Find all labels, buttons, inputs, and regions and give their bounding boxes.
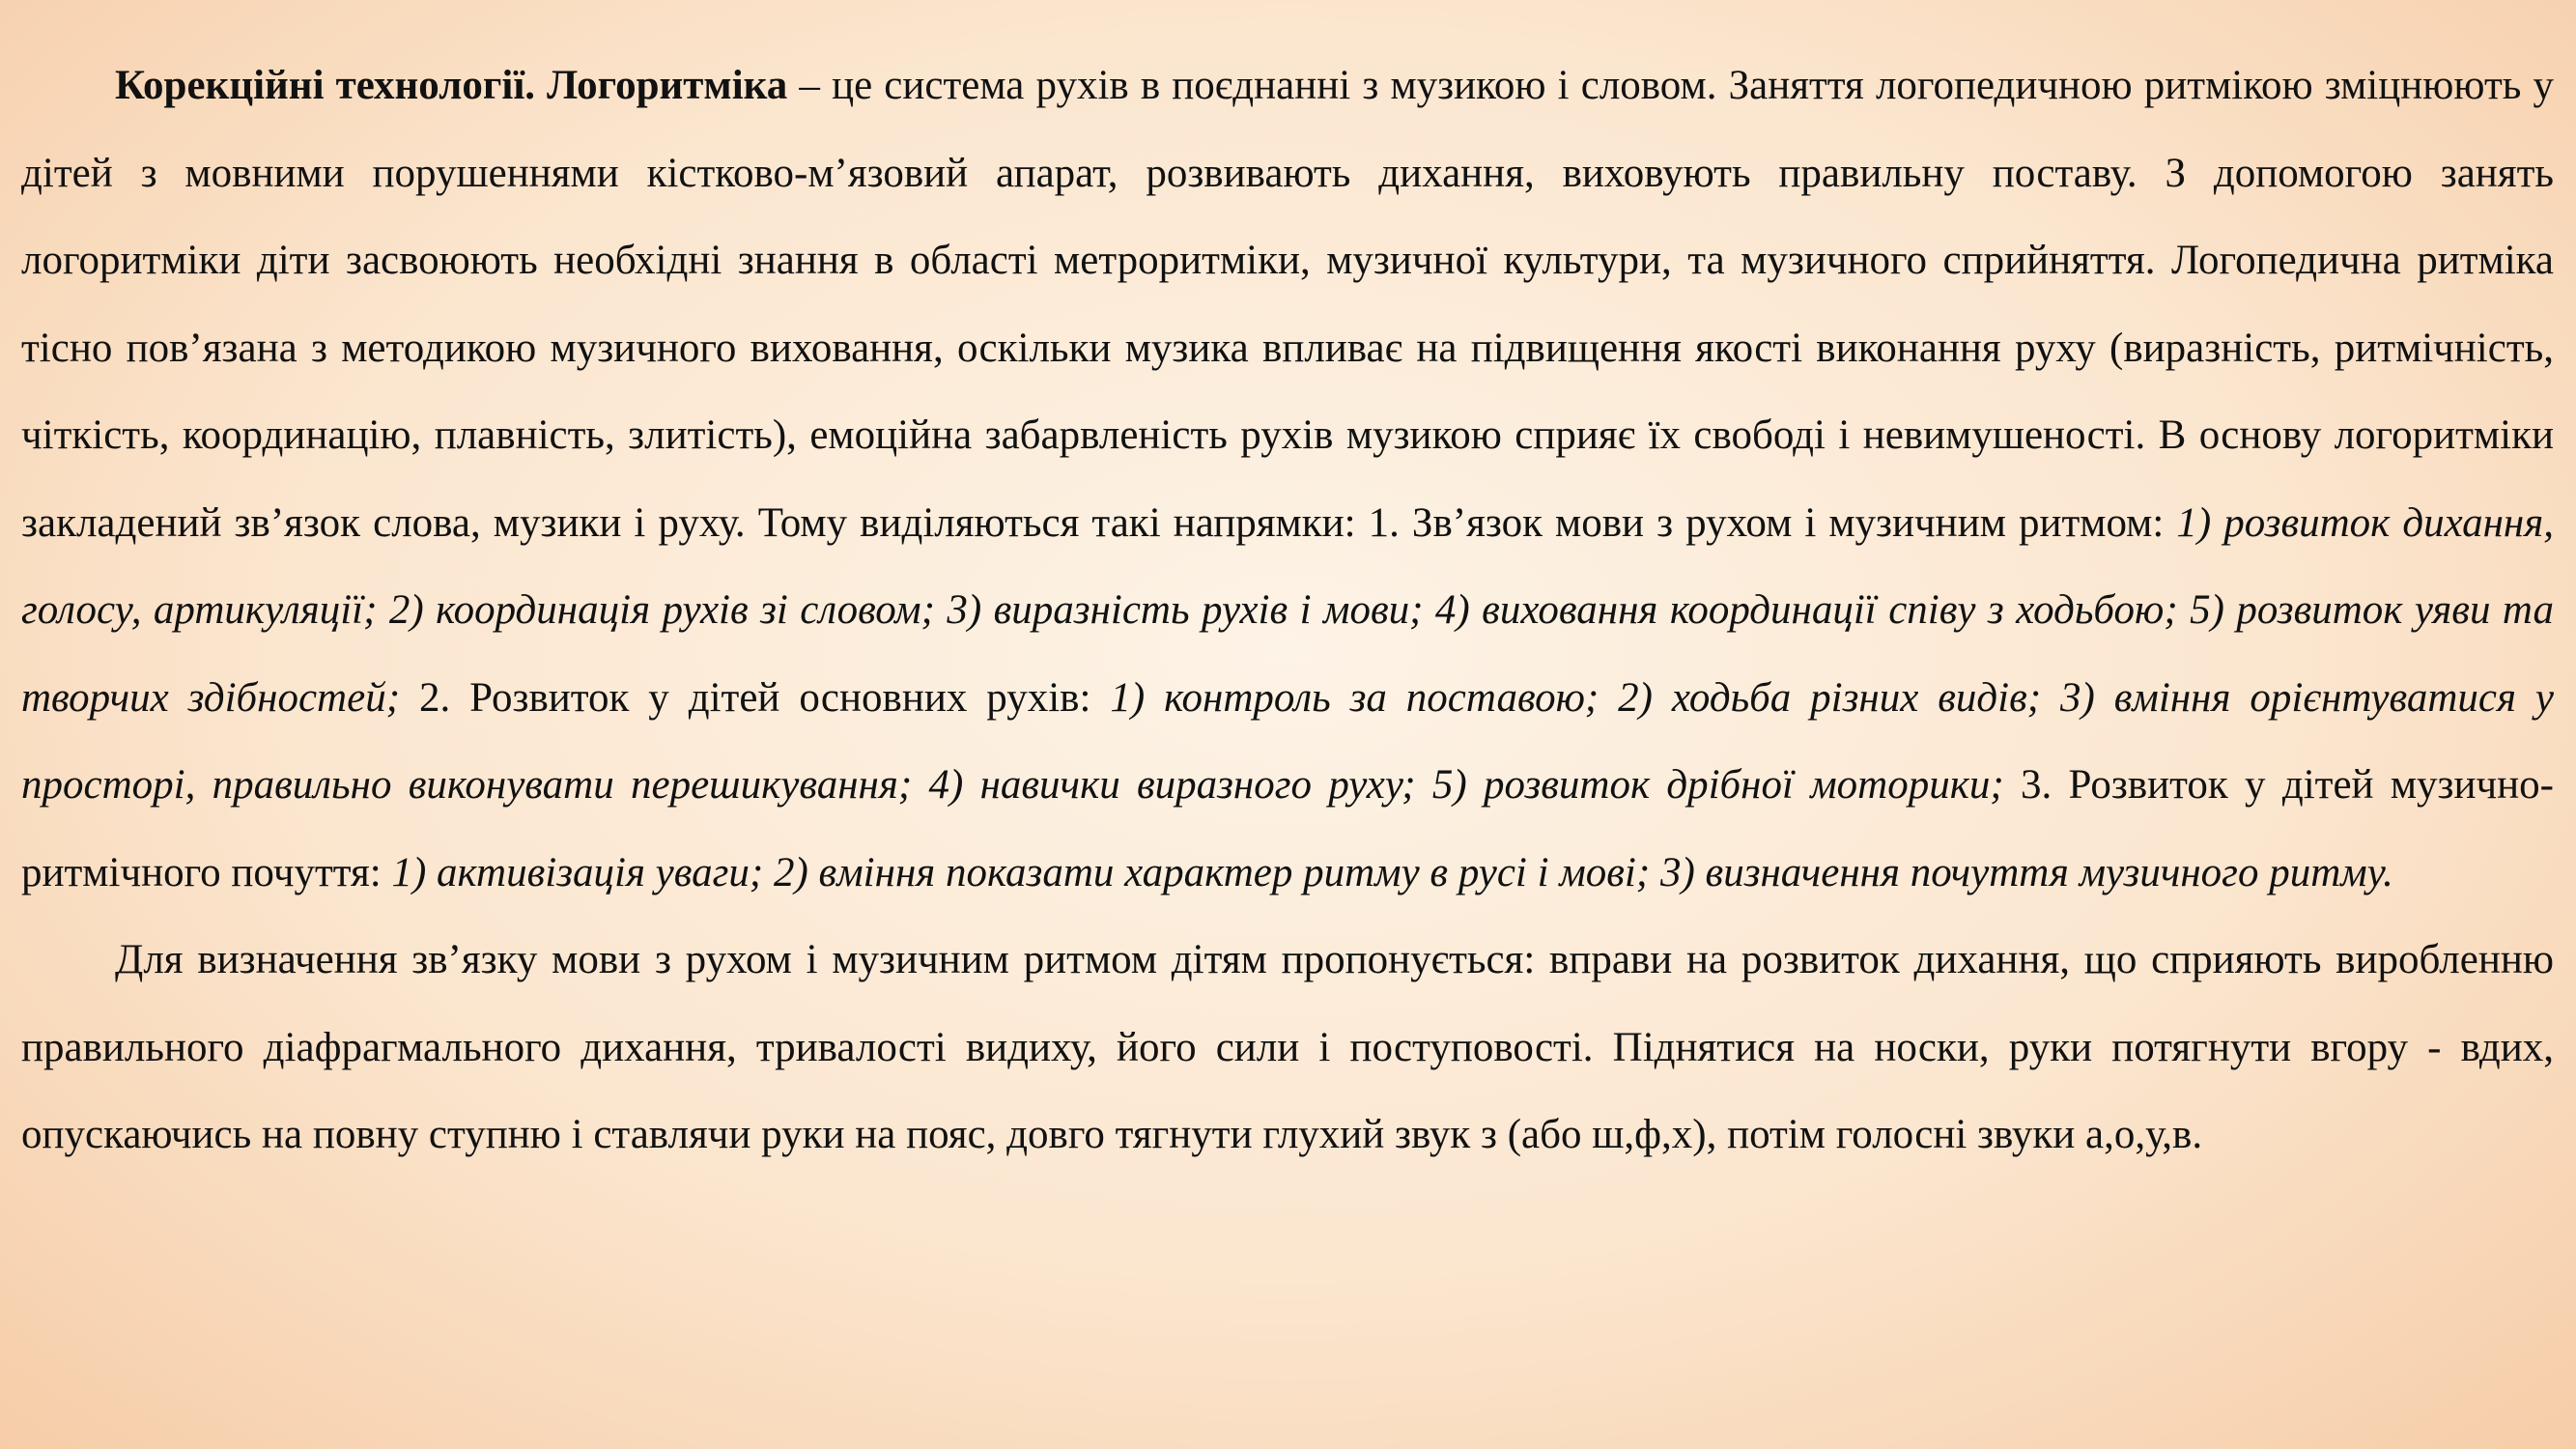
direction-2-title: 2. Розвиток у дітей основних рухів: bbox=[400, 674, 1111, 721]
definition-text: – це система рухів в поєднанні з музикою і словом. Заняття логопедичною ритмікою зміцнюють у дітей з мовними порушеннями кістково-м’язовий апарат, розвивають дихання, виховують правильну поставу. З допомогою занять логоритміки діти засвоюють необхідні знання в області метроритміки, музичної культури, та музичного сприйняття. Логопедична ритміка тісно пов’язана з методикою музичного виховання, оскільки музика впливає на підвищення якості виконання руху (виразність, ритмічність, чіткість, координацію, плавність, злитість), емоційна забарвленість рухів музикою сприяє їх свободі і невимушеності. В основу логоритміки закладений зв’язок слова, музики і руху. Тому виділяються такі напрямки: bbox=[21, 63, 2555, 546]
direction-3-title: 3. Розвиток у дітей музично-ритмічного почуття: bbox=[21, 762, 2554, 895]
paragraph-logorhythmics-definition bbox=[21, 43, 2554, 917]
paragraph-breathing-exercise: Для визначення зв’язку мови з рухом і музичним ритмом дітям пропонується: вправи на розвиток дихання, що сприяють виробленню правильного діафрагмального дихання, тривалості видиху, його сили і поступовості. Піднятися на носки, руки потягнути вгору - вдих, опускаючись на повну ступню і ставлячи руки на пояс, довго тягнути глухий звук з (або ш,ф,х), потім голосні звуки а,о,у,в. bbox=[21, 937, 2554, 1157]
slide-content bbox=[21, 43, 2554, 1434]
term-heading: Корекційні технології. Логоритміка bbox=[115, 63, 788, 108]
direction-1-items: 1) розвиток дихання, голосу, артикуляції; 2) координація рухів зі словом; 3) виразність рухів і мови; 4) виховання координації співу з ходьбою; 5) розвиток уяви та творчих здібностей; bbox=[21, 499, 2554, 721]
direction-2-items: 1) контроль за поставою; 2) ходьба різних видів; 3) вміння орієнтуватися у просторі, правильно виконувати перешикування; 4) навички виразного руху; 5) розвиток дрібної моторики; bbox=[21, 674, 2554, 808]
direction-3-items: 1) активізація уваги; 2) вміння показати характер ритму в русі і мові; 3) визначення почуття музичного ритму. bbox=[391, 849, 2393, 895]
direction-1-title: 1. Зв’язок мови з рухом і музичним ритмом: bbox=[1368, 499, 2177, 546]
